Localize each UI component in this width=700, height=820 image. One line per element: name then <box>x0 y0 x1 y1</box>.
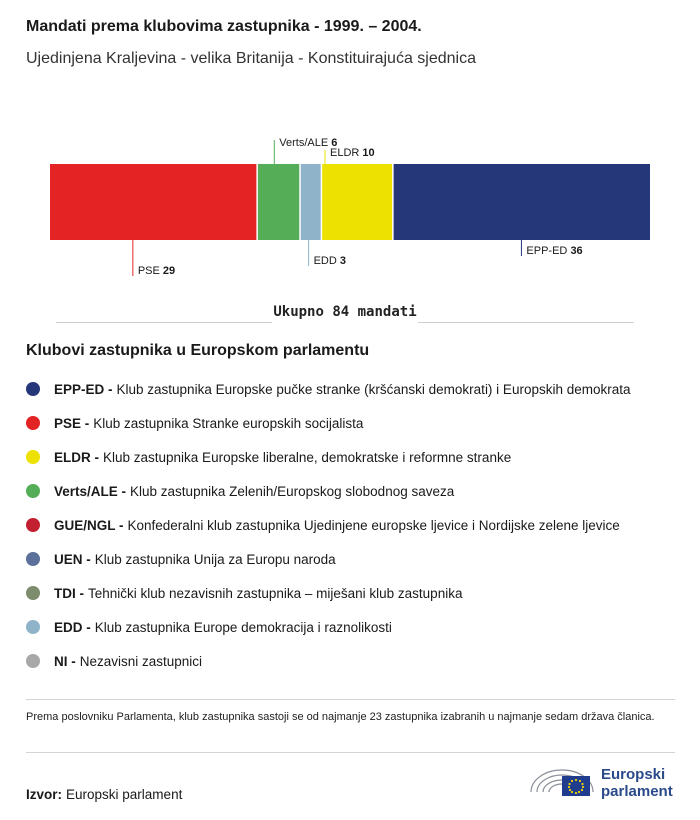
data-label-pse: PSE 29 <box>137 265 176 277</box>
data-label-eldr: ELDR 10 <box>330 147 375 159</box>
logo-wordmark <box>601 766 673 800</box>
legend-dot-icon <box>26 450 40 464</box>
bar-segment-verts-ale <box>257 164 300 240</box>
legend-text: Tehnički klub nezavisnih zastupnika – miješani klub zastupnika <box>88 585 463 601</box>
legend-text: Klub zastupnika Europske liberalne, demokratske i reformne stranke <box>103 449 512 465</box>
chart-subtitle: Ujedinjena Kraljevina - velika Britanija - Konstituirajuća sjednica <box>26 50 476 67</box>
total-seats-label: Ukupno 84 mandati <box>273 304 417 320</box>
legend-abbr: ELDR - <box>54 449 99 465</box>
data-label-edd: EDD 3 <box>313 255 346 267</box>
logo-line-2: parlament <box>601 783 673 800</box>
legend-item <box>26 372 686 406</box>
bar-segment-epp-ed <box>393 164 650 240</box>
legend-abbr: EPP-ED - <box>54 381 113 397</box>
legend-abbr: NI - <box>54 653 76 669</box>
logo-line-1: Europski <box>601 766 666 783</box>
legend-abbr: TDI - <box>54 585 84 601</box>
bar-segment-eldr <box>321 164 392 240</box>
legend-item <box>26 610 686 644</box>
legend-text: Klub zastupnika Unija za Europu naroda <box>94 551 336 567</box>
legend-dot-icon <box>26 382 40 396</box>
bar-segment-edd <box>300 164 321 240</box>
legend-abbr: UEN - <box>54 551 91 567</box>
total-rule-left <box>56 322 272 323</box>
legend-dot-icon <box>26 484 40 498</box>
legend-item <box>26 440 686 474</box>
legend <box>26 372 686 678</box>
legend-abbr: EDD - <box>54 619 91 635</box>
legend-dot-icon <box>26 654 40 668</box>
divider-bottom <box>26 752 675 753</box>
source-label: Izvor: <box>26 787 63 802</box>
legend-item <box>26 644 686 678</box>
footnote: Prema poslovniku Parlamenta, klub zastupnika sastoji se od najmanje 23 zastupnika izabranih u najmanje sedam država članica. <box>26 711 655 723</box>
legend-text: Klub zastupnika Stranke europskih socijalista <box>93 415 364 431</box>
legend-text: Konfederalni klub zastupnika Ujedinjene europske ljevice i Nordijske zelene ljevice <box>127 517 620 533</box>
legend-item <box>26 576 686 610</box>
legend-title: Klubovi zastupnika u Europskom parlamentu <box>26 342 370 359</box>
legend-text: Nezavisni zastupnici <box>79 653 203 669</box>
legend-dot-icon <box>26 416 40 430</box>
data-label-verts-ale: Verts/ALE 6 <box>279 137 338 149</box>
legend-dot-icon <box>26 620 40 634</box>
legend-text: Klub zastupnika Europe demokracija i raznolikosti <box>94 619 392 635</box>
legend-item <box>26 508 686 542</box>
legend-abbr: PSE - <box>54 415 90 431</box>
legend-text: Klub zastupnika Europske pučke stranke (kršćanski demokrati) i Europskih demokrata <box>116 381 631 397</box>
bar-segment-pse <box>50 164 257 240</box>
legend-item <box>26 474 686 508</box>
source-text: Europski parlament <box>66 787 183 802</box>
legend-dot-icon <box>26 518 40 532</box>
legend-dot-icon <box>26 586 40 600</box>
legend-abbr: GUE/NGL - <box>54 517 124 533</box>
source <box>26 787 182 802</box>
total-rule-right <box>418 322 634 323</box>
legend-item <box>26 542 686 576</box>
divider-top <box>26 699 675 700</box>
chart-title: Mandati prema klubovima zastupnika - 1999. – 2004. <box>26 18 422 35</box>
legend-text: Klub zastupnika Zelenih/Europskog slobodnog saveza <box>130 483 455 499</box>
legend-item <box>26 406 686 440</box>
legend-abbr: Verts/ALE - <box>54 483 127 499</box>
legend-dot-icon <box>26 552 40 566</box>
stacked-bar-chart <box>0 130 700 290</box>
data-label-epp-ed: EPP-ED 36 <box>526 245 583 257</box>
